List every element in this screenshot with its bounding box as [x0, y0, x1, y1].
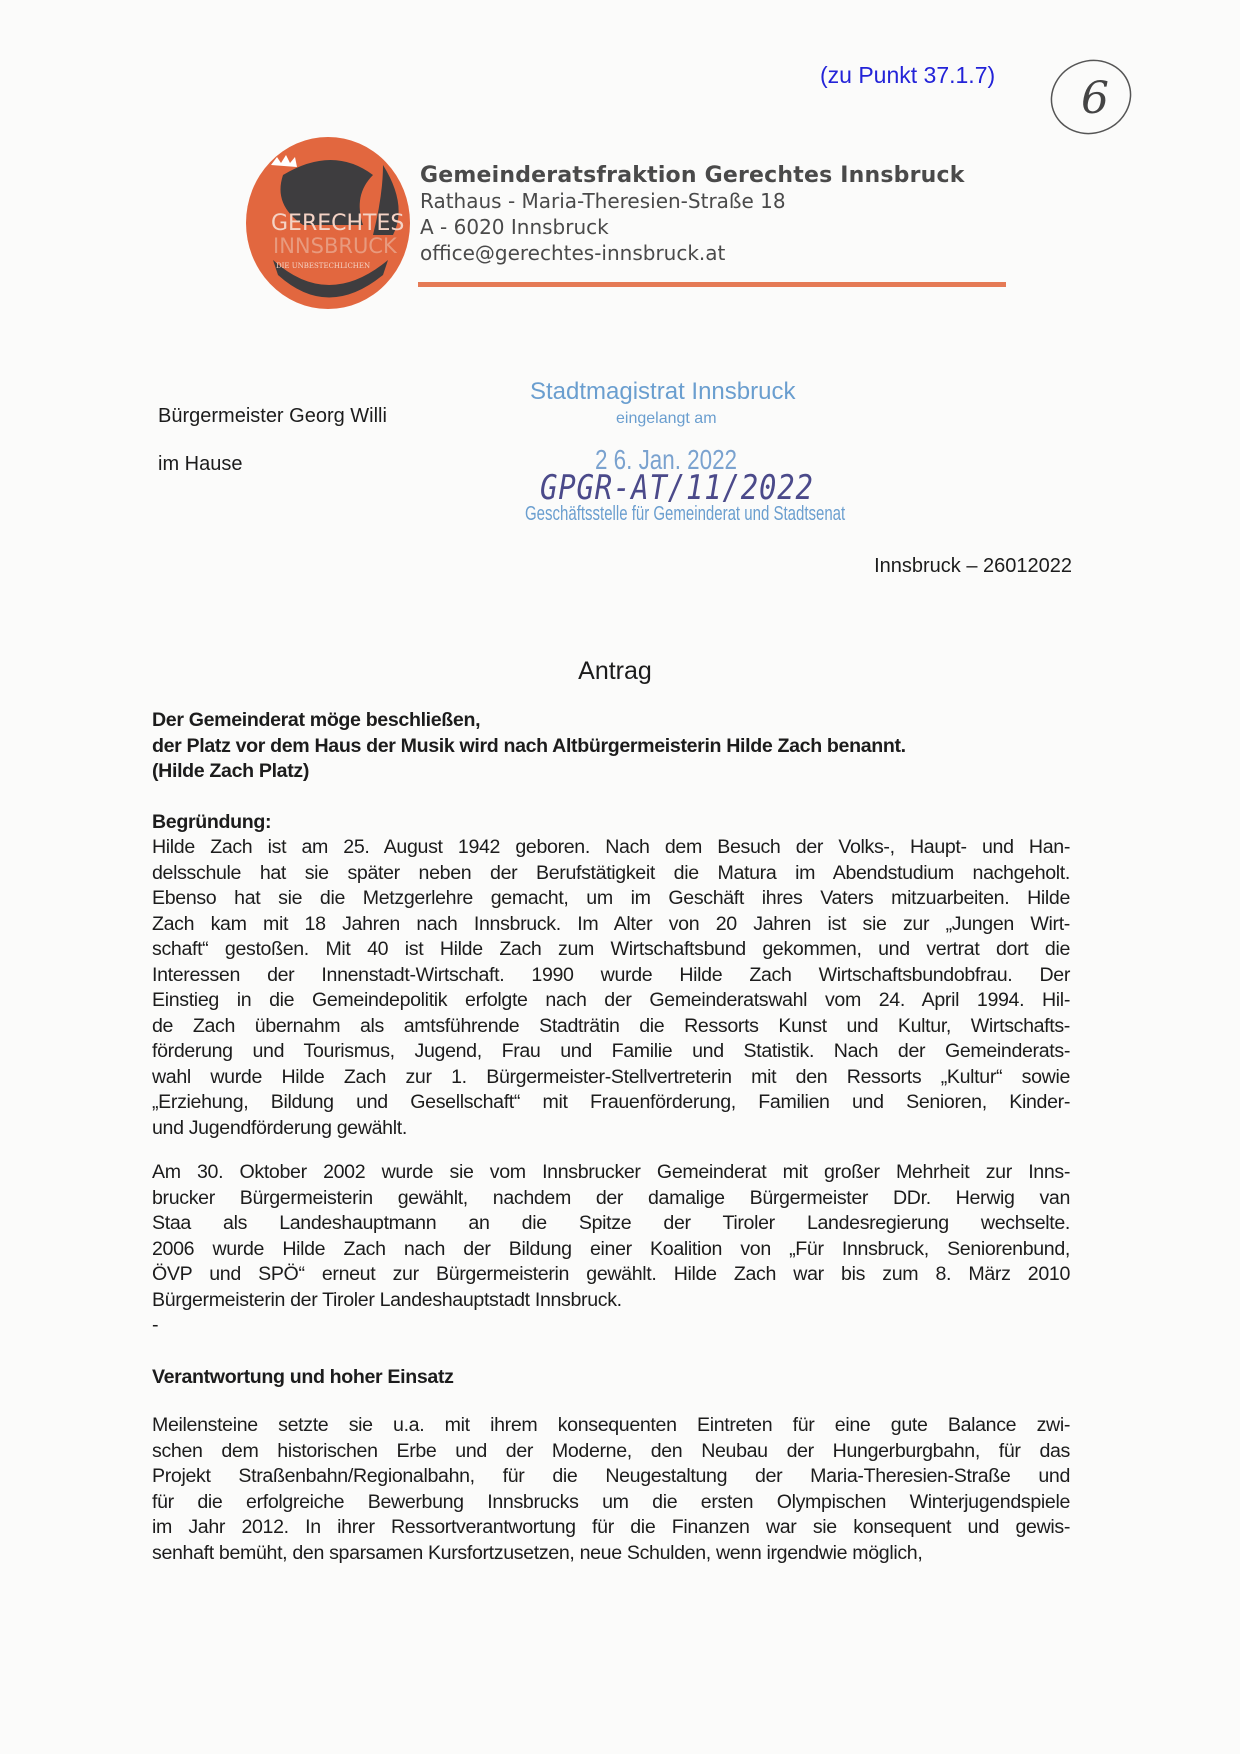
agenda-reference: (zu Punkt 37.1.7) [820, 62, 996, 88]
text-line: 2006 wurde Hilde Zach nach der Bildung einer Koalition von „Für Innsbruck, Seniorenbund, [152, 1237, 1070, 1260]
logo-text-innsbruck: INNSBRUCK [273, 234, 397, 258]
text-line: schaft“ gestoßen. Mit 40 ist Hilde Zach zum Wirtschaftsbund gekommen, und vertrat dort die [152, 938, 1070, 960]
logo-text-gerechtes: GERECHTES [271, 211, 405, 236]
document-title: Antrag [578, 657, 652, 685]
recipient-location: im Hause [158, 453, 243, 475]
org-address-1: Rathaus - Maria-Theresien-Straße 18 [420, 189, 786, 213]
motion [152, 708, 1070, 785]
letterhead-divider [418, 282, 1006, 287]
text-line: Meilensteine setzte sie u.a. mit ihrem konsequenten Eintreten für eine gute Balance zwi- [152, 1414, 1070, 1436]
text-line: Bürgermeisterin der Tiroler Landeshauptstadt Innsbruck. [152, 1288, 622, 1311]
logo-text-tagline: DIE UNBESTECHLICHEN [276, 262, 371, 270]
text-line: für die erfolgreiche Bewerbung Innsbrucks um die ersten Olympischen Winterjugendspiele [152, 1490, 1070, 1513]
text-line: im Jahr 2012. In ihrer Ressortverantwortung für die Finanzen war sie konsequent und gewis- [152, 1516, 1070, 1538]
text-line: Ebenso hat sie die Metzgerlehre gemacht, um im Geschäft ihres Vaters mitzuarbeiten. Hilde [152, 887, 1070, 909]
party-logo [243, 135, 418, 310]
paragraph-3 [152, 1413, 1070, 1566]
text-line: Zach kam mit 18 Jahren nach Innsbruck. Im Alter von 20 Jahren ist sie zur „Jungen Wirt- [152, 912, 1070, 935]
text-line: schen dem historischen Erbe und der Moderne, den Neubau der Hungerburgbahn, für das [152, 1439, 1070, 1462]
text-line: delsschule hat sie später neben der Berufstätigkeit die Matura im Abendstudium nachgeholt. [152, 861, 1070, 884]
stamp-office: Stadtmagistrat Innsbruck [530, 378, 796, 405]
text-line: wahl wurde Hilde Zach zur 1. Bürgermeister-Stellvertreterin mit den Ressorts „Kultur“ sowie [152, 1065, 1070, 1088]
text-line: Projekt Straßenbahn/Regionalbahn, für die Neugestaltung der Maria-Theresien-Straße und [152, 1465, 1070, 1487]
dash: - [152, 1314, 159, 1336]
stamp-received-label: eingelangt am [616, 410, 717, 427]
text-line: ÖVP und SPÖ“ erneut zur Bürgermeisterin gewählt. Hilde Zach war bis zum 8. März 2010 [152, 1263, 1070, 1285]
paragraph-2 [152, 1160, 1070, 1313]
section-heading: Verantwortung und hoher Einsatz [152, 1366, 454, 1388]
text-line: und Jugendförderung gewählt. [152, 1116, 407, 1139]
stamp-file-number: GPGR-AT/11/2022 [540, 468, 814, 508]
org-name: Gemeinderatsfraktion Gerechtes Innsbruck [420, 163, 965, 188]
recipient-name: Bürgermeister Georg Willi [158, 405, 387, 427]
text-line: senhaft bemüht, den sparsamen Kursfortzusetzen, neue Schulden, wenn irgendwie möglich, [152, 1541, 923, 1564]
paragraph-1 [152, 835, 1070, 1141]
place-date: Innsbruck – 26012022 [874, 555, 1072, 577]
org-email: office@gerechtes-innsbruck.at [420, 241, 726, 265]
text-line: Interessen der Innenstadt-Wirtschaft. 1990 wurde Hilde Zach Wirtschaftsbundobfrau. Der [152, 963, 1070, 986]
text-line: brucker Bürgermeisterin gewählt, nachdem der damalige Bürgermeister DDr. Herwig van [152, 1186, 1070, 1209]
reason-heading: Begründung: [152, 811, 272, 833]
stamp-department: Geschäftsstelle für Gemeinderat und Stadtsenat [525, 503, 846, 525]
letterhead [420, 163, 965, 266]
text-line: Hilde Zach ist am 25. August 1942 geboren. Nach dem Besuch der Volks-, Haupt- und Han- [152, 836, 1070, 858]
text-line: förderung und Tourismus, Jugend, Frau und Familie und Statistik. Nach der Gemeinderats- [152, 1040, 1070, 1062]
motion-line: Der Gemeinderat möge beschließen, [152, 709, 481, 731]
text-line: de Zach übernahm als amtsführende Stadträtin die Ressorts Kunst und Kultur, Wirtschafts- [152, 1014, 1070, 1037]
org-address-2: A - 6020 Innsbruck [420, 215, 609, 239]
handwritten-number: 6 [1081, 73, 1109, 124]
motion-line: (Hilde Zach Platz) [152, 760, 310, 782]
motion-line: der Platz vor dem Haus der Musik wird nach Altbürgermeisterin Hilde Zach benannt. [152, 734, 906, 757]
text-line: Am 30. Oktober 2002 wurde sie vom Innsbrucker Gemeinderat mit großer Mehrheit zur Inns- [152, 1161, 1070, 1183]
text-line: Staa als Landeshauptmann an die Spitze der Tiroler Landesregierung wechselte. [152, 1212, 1070, 1234]
stamp-date: 2 6. Jan. 2022 [595, 444, 737, 475]
handwritten-number-circle [1045, 55, 1135, 140]
text-line: „Erziehung, Bildung und Gesellschaft“ mit Frauenförderung, Familien und Senioren, Kinder- [152, 1091, 1070, 1113]
text-line: Einstieg in die Gemeindepolitik erfolgte nach der Gemeinderatswahl vom 24. April 1994. Hil- [152, 989, 1070, 1011]
